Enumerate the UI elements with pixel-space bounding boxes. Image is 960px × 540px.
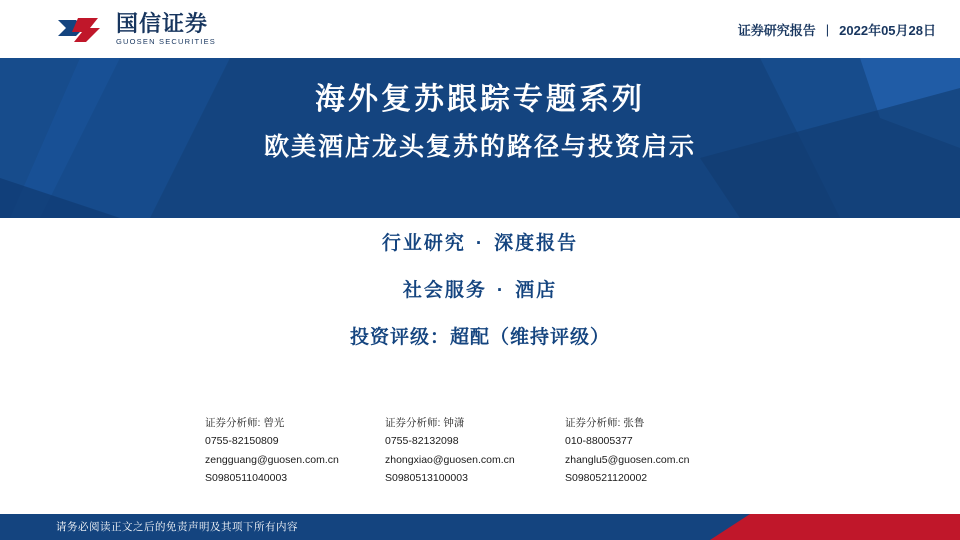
analyst-email: zhongxiao@guosen.com.cn — [385, 453, 515, 466]
title-block — [0, 58, 960, 165]
industry-line — [0, 275, 960, 302]
research-category-left: 行业研究 — [381, 233, 466, 254]
analyst-phone: 010-88005377 — [565, 435, 633, 448]
analyst-phone: 0755-82132098 — [385, 435, 459, 448]
page-subtitle: 欧美酒店龙头复苏的路径与投资启示 — [263, 133, 696, 161]
analyst-list — [205, 414, 745, 488]
research-category-line — [0, 228, 960, 255]
title-banner — [0, 58, 960, 218]
report-meta — [0, 228, 960, 349]
analyst-item — [385, 414, 565, 488]
analyst-license: S0980513100003 — [385, 472, 468, 485]
investment-rating: 投资评级：超配（维持评级） — [349, 327, 610, 348]
analyst-email: zengguang@guosen.com.cn — [205, 453, 339, 466]
analyst-license: S0980521120002 — [565, 472, 648, 485]
analyst-item — [205, 414, 385, 488]
analyst-name: 证券分析师: 张鲁 — [565, 417, 645, 429]
industry-right: 酒店 — [515, 280, 558, 301]
footer-red-shape — [710, 514, 960, 540]
analyst-name: 证券分析师: 曾光 — [205, 417, 285, 429]
report-date: 2022年05月28日 — [839, 22, 936, 38]
analyst-item — [565, 414, 745, 488]
header-right — [738, 20, 946, 39]
logo-shape-icon — [56, 14, 108, 46]
dot-separator-1: · — [475, 233, 485, 254]
dot-separator-2: · — [496, 280, 506, 301]
logo-text-english: GUOSEN SECURITIES — [116, 36, 216, 46]
research-category-right: 深度报告 — [494, 233, 579, 254]
footer — [0, 514, 960, 540]
report-type-label: 证券研究报告 — [737, 22, 816, 38]
industry-left: 社会服务 — [402, 280, 487, 301]
analyst-phone: 0755-82150809 — [205, 435, 279, 448]
analyst-email: zhanglu5@guosen.com.cn — [565, 453, 690, 466]
header — [0, 0, 960, 58]
analyst-license: S0980511040003 — [205, 472, 288, 485]
logo-text-chinese: 国信证券 — [116, 10, 209, 36]
analyst-name: 证券分析师: 钟潇 — [385, 417, 465, 429]
guosen-logo-icon — [56, 14, 108, 44]
page-title: 海外复苏跟踪专题系列 — [315, 83, 645, 116]
header-separator: | — [825, 21, 830, 37]
logo — [56, 10, 216, 46]
logo-texts — [116, 10, 216, 46]
footer-disclaimer: 请务必阅读正文之后的免责声明及其项下所有内容 — [56, 521, 298, 533]
